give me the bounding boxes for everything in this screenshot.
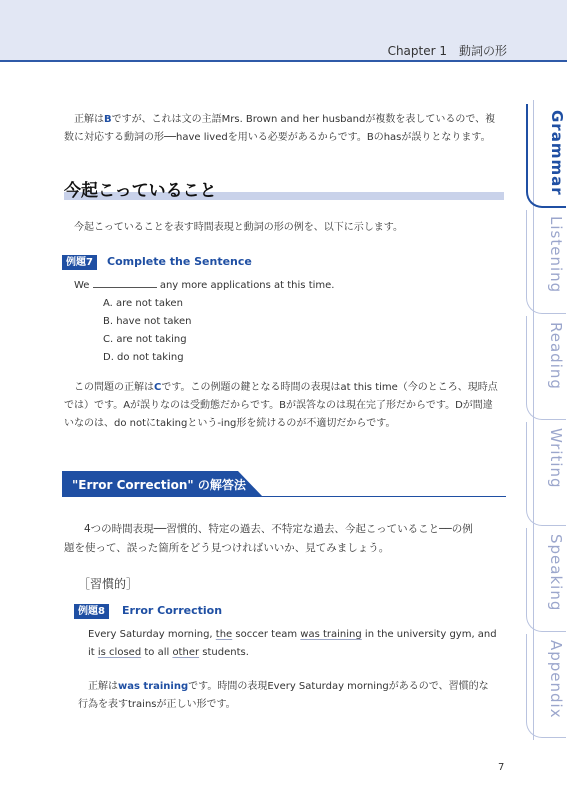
option-b: B. have not taken (103, 316, 192, 327)
section2-intro-line2: 題を使って、誤った箇所をどう見つければいいか、見てみましょう。 (64, 542, 390, 554)
side-tab-appendix[interactable] (526, 634, 566, 738)
example-label: 例題7 (62, 255, 97, 270)
example7-explanation-line1: この問題の正解はCです。この例題の鍵となる時間の表現はat this time（今のところ、現時点 (74, 382, 498, 393)
side-tab-writing[interactable] (526, 422, 566, 526)
side-tab-label: Reading (547, 322, 565, 390)
section-band (62, 471, 272, 496)
page-number: 7 (498, 762, 505, 773)
option-d: D. do not taking (103, 352, 184, 363)
side-tab-speaking[interactable] (526, 528, 566, 632)
example7-explanation-line3: いなのは、do notにtakingという-ing形を続けるのが不適切だからです。 (64, 418, 396, 429)
side-tab-label: Writing (547, 428, 565, 489)
side-tab-label: Listening (547, 216, 565, 294)
example8-sentence-line1: Every Saturday morning, the soccer team was training in the university gym, and (88, 629, 497, 640)
example8-answer-line2: 行為を表すtrainsが正しい形です。 (78, 699, 236, 710)
example8-answer-line1: 正解はwas trainingです。時間の表現Every Saturday morningがあるので、習慣的な (88, 681, 489, 692)
section2-intro-line1: 4つの時間表現──習慣的、特定の過去、不特定な過去、今起こっていること──の例 (84, 523, 473, 535)
example7-explanation-line2: では）です。Aが誤りなのは受動態だからです。Bが誤答なのは現在完了形だからです。Dが間違 (64, 400, 493, 411)
section-band-title: "Error Correction" の解答法 (72, 478, 246, 492)
section-heading: 今起こっていること (64, 181, 217, 201)
example-title: Complete the Sentence (107, 255, 252, 268)
option-c: C. are not taking (103, 334, 187, 345)
example-label: 例題8 (74, 604, 109, 619)
chapter-title: Chapter 1 動詞の形 (387, 44, 507, 58)
side-tab-reading[interactable] (526, 316, 566, 420)
answer-blank (93, 277, 157, 288)
header-rule (0, 60, 567, 62)
intro-note-line1: 正解はBですが、これは文の主語Mrs. Brown and her husbandが複数を表しているので、複 (74, 114, 496, 125)
example-sentence: We any more applications at this time. (74, 276, 334, 295)
example8-sentence-line2: it is closed to all other students. (88, 647, 249, 658)
section-band-rule (62, 496, 506, 497)
side-tab-label: Speaking (547, 534, 565, 612)
option-a: A. are not taken (103, 298, 183, 309)
side-tab-label: Grammar (548, 110, 566, 196)
example-title: Error Correction (122, 604, 223, 617)
intro-note-line2: 数に対応する動詞の形──have livedを用いる必要があるからです。Bのhasが誤りとなります。 (64, 132, 491, 143)
subsection-title: ［習慣的］ (78, 577, 139, 591)
side-tab-label: Appendix (547, 640, 565, 719)
section-intro: 今起こっていることを表す時間表現と動詞の形の例を、以下に示します。 (74, 222, 403, 233)
side-tab-grammar[interactable] (526, 104, 566, 208)
side-tab-listening[interactable] (526, 210, 566, 314)
